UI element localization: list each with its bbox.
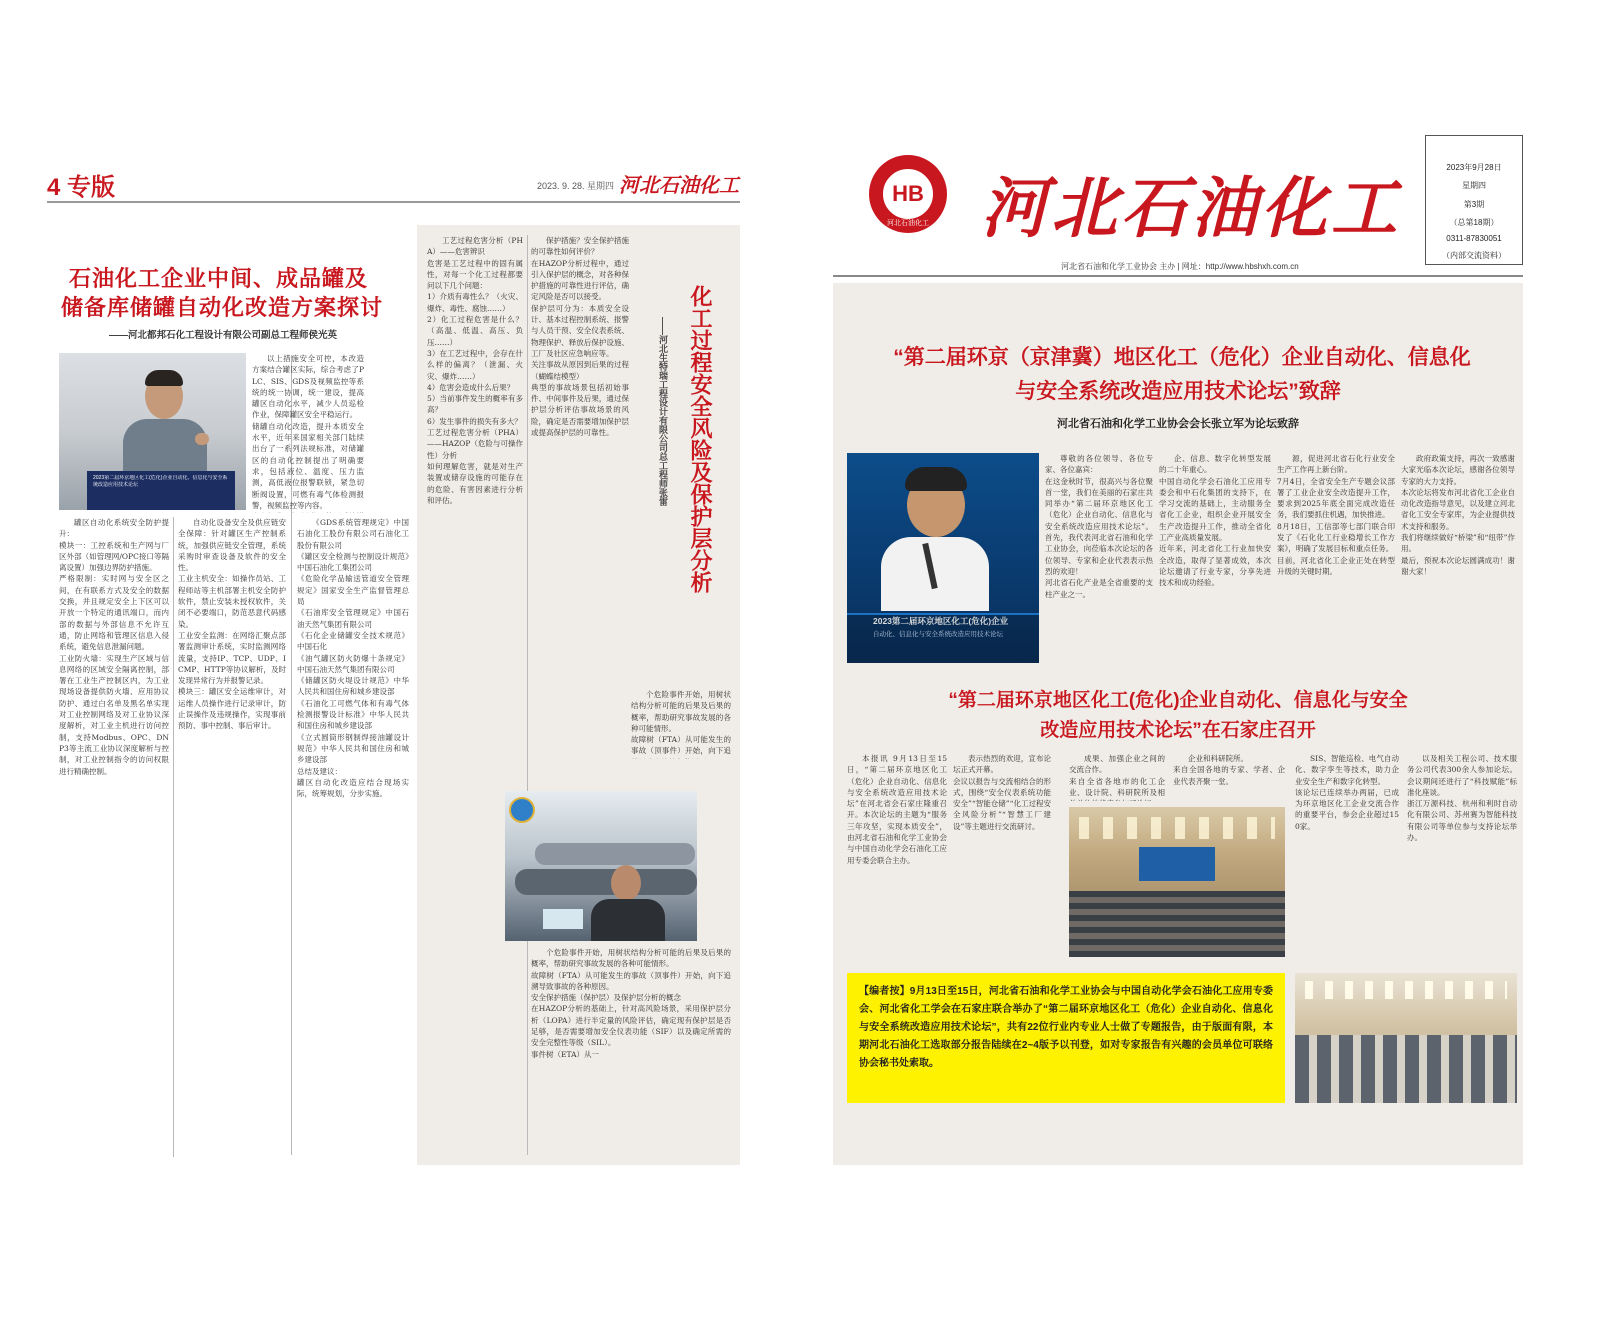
speech-col-4 xyxy=(1401,453,1515,675)
page-body xyxy=(47,225,740,1165)
col-divider xyxy=(173,517,174,1157)
news-col-4 xyxy=(1173,753,1285,801)
left-page xyxy=(47,155,740,1165)
news-col-2 xyxy=(953,753,1051,963)
side-col-4 xyxy=(531,947,731,1161)
speech-col-2 xyxy=(1159,453,1271,675)
masthead-small: 河北石油化工 xyxy=(619,173,739,197)
name-card xyxy=(543,909,583,929)
info-date: 2023年9月28日 xyxy=(1446,163,1502,172)
page-tag: 4 专版 xyxy=(47,174,116,201)
speaker-photo xyxy=(59,353,246,510)
speech-col-1 xyxy=(1045,453,1153,675)
news-col-4-text: 企业和科研院所。 来自全国各地的专家、学者、企业代表齐聚一堂。 xyxy=(1173,754,1285,786)
meeting-hall-photo xyxy=(1069,807,1285,957)
main-col-1 xyxy=(59,517,169,1161)
info-weekday: 星期四 xyxy=(1462,181,1486,190)
side-col-1-text: 工艺过程危害分析（PHA）——危害辨识 危害是工艺过程中的固有属性，对每一个化工过程都要问以下几个问题： 1）介质有毒性么？（火灾、爆炸、毒性、腐蚀……） 2）化工过程危害是什么？（高温、低温、高压、负压……） 3）在工艺过程中，会存在什么样的偏离？（泄漏、火灾、爆炸……） 4）危害会造成什么后果？ 5）当前事件发生的概率有多高？ 6）发生事件的损失有多大？ 工艺过程危害分析（PHA）——HAZOP（危险与可操作性）分析 如何理解危害，就是对生产装置或储存设施的可能存在的危险、有害因素进行分析和评估。 xyxy=(427,236,523,505)
right-page xyxy=(833,135,1523,1165)
speech-col-4-text: 政府政策支持，再次一致感谢大家光临本次论坛，感谢各位领导专家的大力支持。 本次论坛将发布河北省化工企业自动化改造指导意见，以及建立河北省化工安全专家库，为企业提供技术支持和服务。 我们将继续做好“桥梁”和“纽带”作用。 最后，预祝本次论坛圆满成功！谢谢大家！ xyxy=(1401,454,1515,576)
news-col-3-text: 成果、加强企业之间的交流合作。 来自全省各地市的化工企业、设计院、科研院所及相 xyxy=(1069,754,1165,797)
main-article xyxy=(47,225,417,1165)
attendee-head xyxy=(611,865,641,901)
side-article-byline: ——河北生特瑞工程设计有限公司总工程师张雷 xyxy=(658,317,668,506)
chairman-banner-line1: 2023第二届环京地区化工(危化)企业 xyxy=(873,616,1009,626)
article-title-line2: 储备库储罐自动化改造方案探讨 xyxy=(61,295,384,320)
attendee-body xyxy=(591,899,665,941)
masthead: 河北石油化工 xyxy=(981,169,1401,247)
hb-logo xyxy=(869,155,947,233)
news-col-3 xyxy=(1069,753,1165,801)
article-byline: ——河北都邦石化工程设计有限公司副总工程师侯光英 xyxy=(109,330,338,341)
chandelier-lights xyxy=(1305,981,1507,999)
speech-title-line1: “第二届环京（京津冀）地区化工（危化）企业自动化、信息化 xyxy=(893,346,1471,369)
news-col-2-text: 表示热烈的欢迎，宣布论坛正式开幕。 会议以报告与交流相结合的形式，围绕“安全仪表系统功能安全”“智能仓储”“化工过程安全风险分析”“智慧工厂建设”等主题进行交流研讨。 xyxy=(953,754,1051,831)
hb-logo-ring-text: 河北石油化工 xyxy=(887,220,929,227)
news-col-6-text: 以及相关工程公司、技术服务公司代表300余人参加论坛。会议期间还进行了“科技赋能”标准化座谈。 浙江万源科技、杭州和利时自动化有限公司、苏州赛为智能科技有限公司等单位参与支持论坛举办。 xyxy=(1407,754,1517,843)
main-col-4 xyxy=(297,517,409,1161)
editor-note-box xyxy=(847,973,1285,1103)
main-col-3 xyxy=(252,353,364,513)
hall-tables xyxy=(1295,1035,1517,1103)
info-issue: 第3期 xyxy=(1463,200,1485,209)
logo-badge xyxy=(509,797,535,823)
side-col-3-text: 个危险事件开始，用树状结构分析可能的后果及后果的概率，帮助研究事故发展的各种可能情形。 故障树（FTA）从可能发生的事故（顶事件）开始，向下追 xyxy=(631,690,731,756)
main-col-2 xyxy=(178,517,286,1161)
hb-logo-badge-text: HB xyxy=(892,181,924,206)
side-article-title: 化工过程安全风险及保护层分析 xyxy=(688,285,713,593)
speech-title-line2: 与安全系统改造应用技术论坛”致辞 xyxy=(1015,380,1341,403)
speech-col-3 xyxy=(1277,453,1395,675)
col-divider xyxy=(527,235,528,1155)
speech-subtitle: 河北省石油和化学工业协会会长张立军为论坛致辞 xyxy=(1057,418,1299,430)
header-date: 2023. 9. 28. 星期四 xyxy=(537,181,615,191)
chairman-podium xyxy=(847,613,1039,663)
speaker-hair xyxy=(145,370,183,386)
news-col-6 xyxy=(1407,753,1517,963)
info-total-issue: （总第18期） xyxy=(1449,218,1499,227)
header-rule xyxy=(833,275,1523,277)
chairman-body xyxy=(881,537,989,611)
news-col-5-text: SIS、智能巡检、电气自动化、数字孪生等技术，助力企业安全生产和数字化转型。 该论坛已连续举办两届，已成为环京地区化工企业交流合作的重要平台，参会企业超过150家。 xyxy=(1295,754,1399,831)
main-col-2-text: 自动化设备安全及供应链安全保障：针对罐区生产控制系统，加强供应链安全管理，系统采购时审查设备及软件的安全性。 工业主机安全：如操作员站、工程师站等主机部署主机安全防护软件，禁止安装未授权软件，关闭不必要端口，防范恶意代码感染。 工业安全监测：在网络汇聚点部署监测审计系统，实时监测网络流量，支持IP、TCP、UDP、ICMP、HTTP等协议解析，及时发现异常行为并报警记录。 模块三：罐区安全运维审计，对运维人员操作进行记录审计，防止误操作及违规操作，实现事前预防、事中控制、事后审计。 xyxy=(178,518,286,731)
conference-photo xyxy=(505,791,697,941)
info-box xyxy=(1425,135,1523,265)
info-note: （内部交流资料） xyxy=(1442,251,1506,260)
speech-col-1-text: 尊敬的各位领导、各位专家、各位嘉宾： 在这金秋时节，很高兴与各位聚首一堂，我们在美丽的石家庄共同举办“第二届环京地区化工（危化）企业自动化、信息化与安全系统改造应用技术论坛”。首先，我代表河北省石油和化学工业协会，向莅临本次论坛的各位领导、专家和企业代表表示热烈的欢迎！ 河北省石化产业是全省重要的支柱产业之一。 xyxy=(1045,454,1153,599)
speech-col-2-text: 企、信息、数字化转型发展的二十年重心。 中国自动化学会石油化工应用专委会和中石化集团的支持下，在学习交流的基础上，主动服务全省化工企业，组织企业开展安全生产改造提升工作，推动全省化工产业高质量发展。 近年来，河北省化工行业加快安全改造，取得了显著成效，本次论坛邀请了行业专家，分享先进技术和成功经验。 xyxy=(1159,454,1271,588)
chairman-photo xyxy=(847,453,1039,663)
news-col-5 xyxy=(1295,753,1399,963)
main-col-1-text: 罐区自动化系统安全防护提升： 模块一：工控系统和生产网与厂区外部（如管理网/OPC接口等隔离设置）加强边界防护措施。 严格限制：实时网与安全区之间，在有联系方式及安全的数据交换，并且规定安全上下区可以开放一个特定的通讯端口，而内部的数据与外部信息不允许互通，防止网络和管理区信息入侵系统，避免信息泄漏问题。 工业防火墙：实现生产区域与信息网络的区域安全隔离控制，部署在工业生产控制区内，为工业现场设备提供防火墙、应用协议防护、通过白名单及黑名单实现对工业控制网络及对工业协议深度解析，对工业主机进行访问控制，支持Modbus、OPC、DNP3等主流工业协议深度解析与控制，对工业控制指令的访问权限进行精确控制。 xyxy=(59,518,169,776)
right-page-body xyxy=(833,283,1523,1165)
main-col-4-text: 《GDS系统管理规定》中国石油化工股份有限公司石油化工股份有限公司 《罐区安全检测与控制设计规范》中国石油化工集团公司 《危险化学品输送管道安全管理规定》国家安全生产监督管理总局 《石油库安全管理规定》中国石油天然气集团有限公司 《石化企业储罐安全技术规范》中国石化 《油气罐区防火防爆十条规定》中国石油天然气集团有限公司 《储罐区防火堤设计规范》中华人民共和国住房和城乡建设部 《石油化工可燃气体和有毒气体检测报警设计标准》中华人民共和国住房和城乡建设部 《立式圆筒形钢制焊接油罐设计规范》中华人民共和国住房和城乡建设部 总结及建议： 罐区自动化改造应结合现场实际，统筹规划，分步实施。 xyxy=(297,518,409,799)
main-col-3-text: 以上措施安全可控，本改造方案结合罐区实际，综合考虑了PLC、SIS、GDS及视频监控等系统的统一协调，统一建设，提高罐区自动化水平，减少人员巡检作业，保障罐区安全平稳运行。 储罐自动化改造，提升本质安全水平，近年来国家相关部门陆续出台了一系列法规标准，对储罐区的自动化控制提出了明确要求，包括液位、温度、压力监测，高低液位报警联锁，紧急切断阀设置，可燃有毒气体检测报警，视频监控等内容。 xyxy=(252,354,364,510)
side-col-1 xyxy=(427,235,523,1161)
stage-screen xyxy=(1139,847,1215,881)
ceiling-lights xyxy=(1079,817,1275,839)
side-col-4-text: 个危险事件开始，用树状结构分析可能的后果及后果的概率，帮助研究事故发展的各种可能情形。 故障树（FTA）从可能发生的事故（顶事件）开始，向下追溯导致事故的各种原因。 安全保护措施（保护层）及保护层分析的概念 在HAZOP分析的基础上，针对高风险场景，采用保护层分析（LOPA）进行半定量的风险评估，确定现有保护层是否足够，是否需要增加安全仪表功能（SIF）以及确定所需的安全完整性等级（SIL）。 事件树（ETA）从一 xyxy=(531,948,731,1059)
info-phone: 0311-87830051 xyxy=(1446,234,1502,243)
audience-seats xyxy=(1069,891,1285,957)
header-rule xyxy=(47,201,740,203)
audience-row-2 xyxy=(515,869,697,895)
side-col-3 xyxy=(631,689,731,759)
banquet-hall-photo xyxy=(1295,973,1517,1103)
chairman-banner-line2: 自动化、信息化与安全系统改造应用技术论坛 xyxy=(873,631,1003,638)
editor-note-text: 【编者按】9月13日至15日，河北省石油和化学工业协会与中国自动化学会石油化工应用专委会、河北省化工学会在石家庄联合举办了“第二届环京地区化工（危化）企业自动化、信息化与安全系统改造应用技术论坛”，共有22位行业内专业人士做了专题报告，由于版面有限，本期河北石油化工选取部分报告陆续在2~4版予以刊登，如对专家报告有兴趣的会员单位可联络协会秘书处索取。 xyxy=(859,986,1273,1069)
news-title-line2: 改造应用技术论坛”在石家庄召开 xyxy=(1040,720,1316,741)
chairman-hair xyxy=(905,467,967,491)
photo-banner-text: 2023第二届环京地区化工(危化)企业自动化、信息化与安全系统改造应用技术论坛 xyxy=(93,475,228,488)
side-col-2-text: 保护措施？安全保护措施的可靠性如何评价？ 在HAZOP分析过程中，通过引入保护层的概念，对各种保护措施的可靠性进行评估，确定风险是否可以接受。 保护层可分为：本质安全设计、基本过程控制系统、报警与人员干预、安全仪表系统、物理保护、释放后保护设施、工厂及社区应急响应等。 关注事故从原因到后果的过程（蝴蝶结模型） 典型的事故场景包括初始事件、中间事件及后果，通过保护层分析评估事故场景的风险，确定是否需要增加保护层或提高保护层的可靠性。 xyxy=(531,236,629,438)
side-article xyxy=(417,225,740,1165)
speaker-hand xyxy=(195,433,209,445)
article-title-line1: 石油化工企业中间、成品罐及 xyxy=(69,266,369,291)
sub-header: 河北省石油和化学工业协会 主办 | 网址：http://www.hbshxh.com.cn xyxy=(1061,262,1299,271)
news-col-1 xyxy=(847,753,947,963)
news-col-1-text: 本报讯 9月13日至15日，“第二届环京地区化工（危化）企业自动化、信息化与安全系统改造应用技术论坛”在河北省会石家庄隆重召开。本次论坛的主题为“服务三年攻坚，实现本质安全”，由河北省石油和化学工业协会与中国自动化学会石油化工应用专委会联合主办。 xyxy=(847,754,947,865)
news-title-line1: “第二届环京地区化工(危化)企业自动化、信息化与安全 xyxy=(948,690,1408,711)
side-col-2 xyxy=(531,235,629,760)
speech-col-3-text: 源，促进河北省石化行业安全生产工作再上新台阶。 7月4日，全省安全生产专题会议部署了工业企业安全改造提升工作，要求到2025年底全面完成改造任务，我们要抓住机遇，加快推进。 8月18日，工信部等七部门联合印发了《石化化工行业稳增长工作方案》，明确了发展目标和重点任务。 目前，河北省化工企业正处在转型升级的关键时期。 xyxy=(1277,454,1395,576)
audience-row-1 xyxy=(535,843,695,865)
